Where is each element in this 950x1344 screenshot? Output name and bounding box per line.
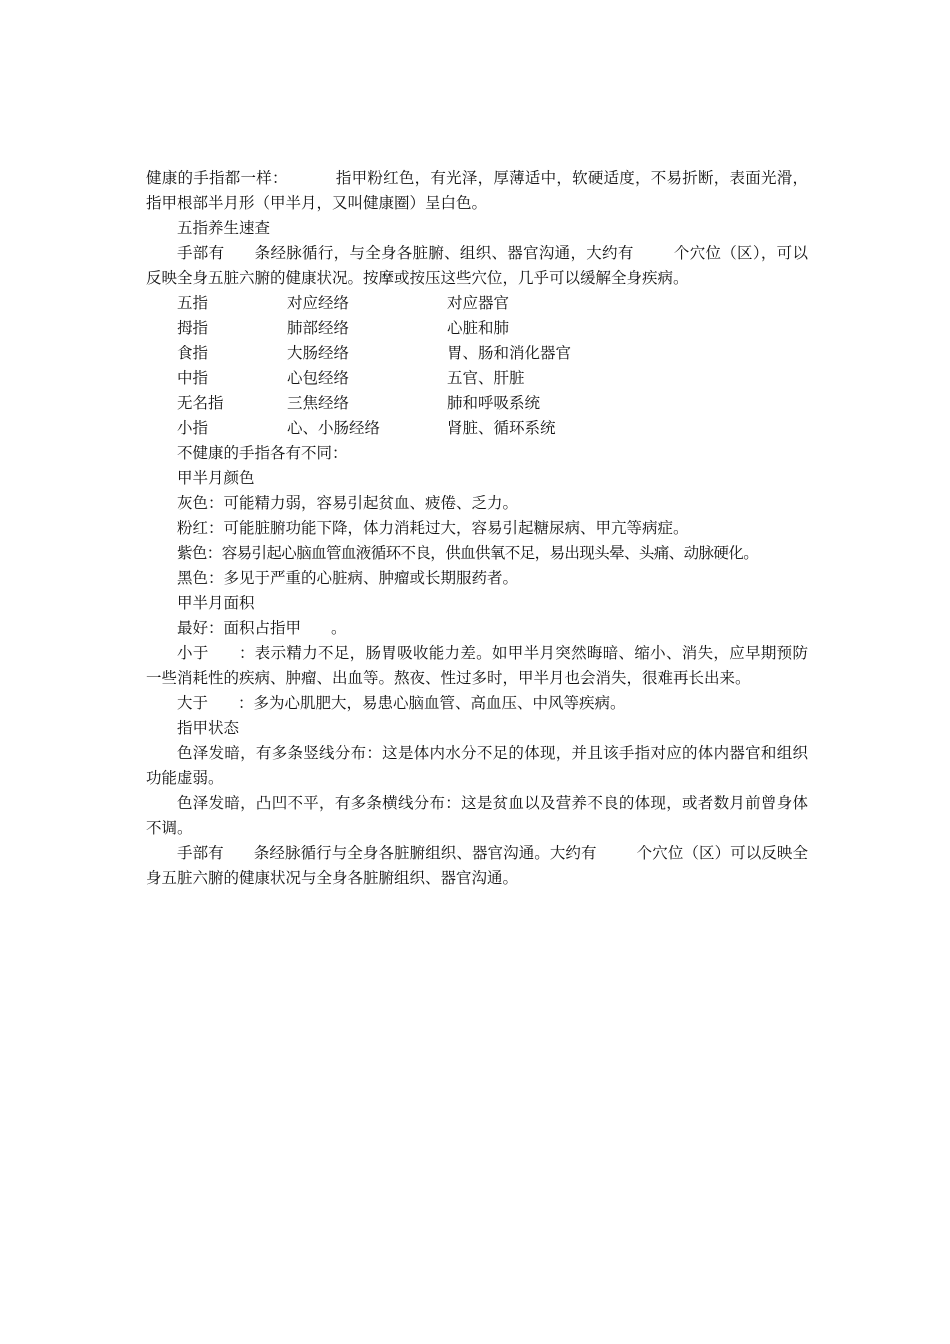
table-cell: 心脏和肺 [447,319,510,337]
heading-lunula-area: 甲半月面积 [177,594,255,612]
table-cell: 拇指 [177,319,209,337]
table-cell: 胃、肠和消化器官 [447,344,572,362]
table-cell: 心、小肠经络 [287,419,381,437]
heading-nail-state: 指甲状态 [177,719,240,737]
area-small-item: 小于 ：表示精力不足，肠胃吸收能力差。如甲半月突然晦暗、缩小、消失，应早期预防一些消耗性的疾病、肿瘤、出血等。熬夜、性过多时，甲半月也会消失，很难再长出来。 [146,644,808,687]
color-black-item: 黑色：多见于严重的心脏病、肿瘤或长期服药者。 [177,569,519,587]
state-horizontal-item: 色泽发暗，凸凹不平，有多条横线分布：这是贫血以及营养不良的体现，或者数月前曾身体不调。 [146,794,808,837]
intro-text: 指甲粉红色，有光泽，厚薄适中，软硬适度，不易折断，表面光滑，指甲根部半月形（甲半月，又叫健康圈）呈白色。 [146,169,808,212]
intro-lead: 健康的手指都一样： [146,169,288,187]
document-body [146,166,808,891]
area-large-item: 大于 ：多为心肌肥大，易患心脑血管、高血压、中风等疾病。 [177,694,626,712]
table-cell: 食指 [177,344,209,362]
intro-paragraph [146,166,808,216]
final-paragraph: 手部有 条经脉循行与全身各脏腑组织、器官沟通。大约有 个穴位（区）可以反映全身五脏六腑的健康状况与全身各脏腑组织、器官沟通。 [146,844,808,887]
table-cell: 心包经络 [287,369,350,387]
table-row [146,416,808,441]
table-row [146,366,808,391]
table-row [146,341,808,366]
finger-table-header [146,291,808,316]
heading-lunula-color: 甲半月颜色 [177,469,255,487]
table-cell: 无名指 [177,394,224,412]
table-header-cell: 五指 [177,294,209,312]
table-cell: 三焦经络 [287,394,350,412]
table-cell: 肺部经络 [287,319,350,337]
table-header-cell: 对应器官 [447,294,510,312]
color-pink-item: 粉红：可能脏腑功能下降，体力消耗过大，容易引起糖尿病、甲亢等病症。 [177,519,689,537]
table-cell: 五官、肝脏 [447,369,525,387]
table-cell: 肾脏、循环系统 [447,419,556,437]
color-purple-item: 紫色：容易引起心脑血管血液循环不良，供血供氧不足，易出现头晕、头痛、动脉硬化。 [177,544,759,562]
table-cell: 肺和呼吸系统 [447,394,541,412]
table-row [146,391,808,416]
color-gray-item: 灰色：可能精力弱，容易引起贫血、疲倦、乏力。 [177,494,519,512]
hand-meridian-paragraph: 手部有 条经脉循行，与全身各脏腑、组织、器官沟通，大约有 个穴位（区），可以反映全身五脏六腑的健康状况。按摩或按压这些穴位，几乎可以缓解全身疾病。 [146,244,808,287]
table-cell: 中指 [177,369,209,387]
table-header-cell: 对应经络 [287,294,350,312]
table-cell: 小指 [177,419,209,437]
table-cell: 大肠经络 [287,344,350,362]
unhealthy-intro: 不健康的手指各有不同： [177,444,348,462]
heading-quick-check: 五指养生速查 [177,219,271,237]
state-vertical-item: 色泽发暗，有多条竖线分布：这是体内水分不足的体现，并且该手指对应的体内器官和组织功能虚弱。 [146,744,808,787]
finger-table [146,291,808,441]
table-row [146,316,808,341]
area-best-item: 最好：面积占指甲 。 [177,619,347,637]
